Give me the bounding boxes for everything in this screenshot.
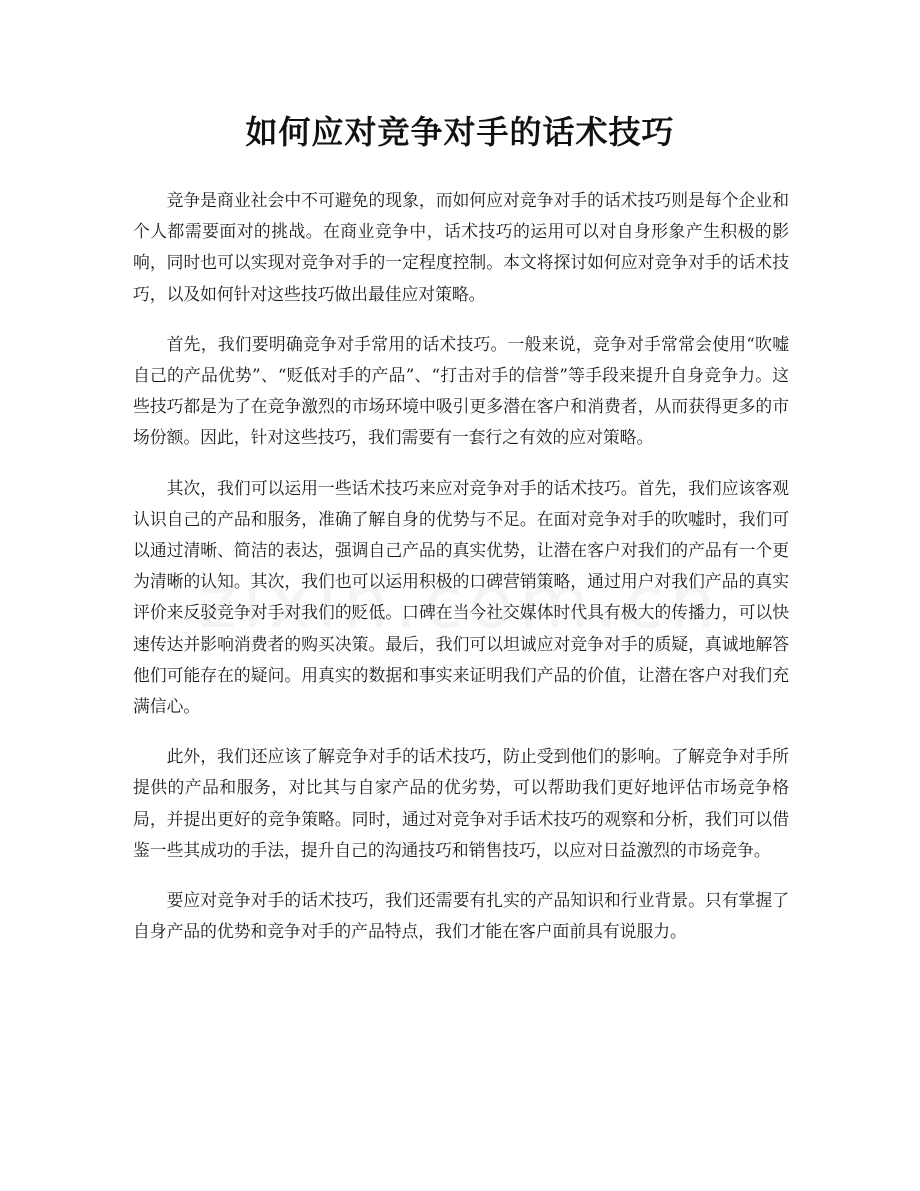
- paragraph-2: 首先，我们要明确竞争对手常用的话术技巧。一般来说，竞争对手常常会使用“吹嘘自己的产品优势”、“贬低对手的产品”、“打击对手的信誉”等手段来提升自身竞争力。这些技巧都是为了在竞争激烈的市场环境中吸引更多潜在客户和消费者，从而获得更多的市场份额。因此，针对这些技巧，我们需要有一套行之有效的应对策略。: [133, 333, 789, 448]
- document-title: 如何应对竞争对手的话术技巧: [245, 113, 675, 151]
- paragraph-5: 要应对竞争对手的话术技巧，我们还需要有扎实的产品知识和行业背景。只有掌握了自身产品的优势和竞争对手的产品特点，我们才能在客户面前具有说服力。: [133, 890, 789, 942]
- paragraph-4: 此外，我们还应该了解竞争对手的话术技巧，防止受到他们的影响。了解竞争对手所提供的产品和服务，对比其与自家产品的优劣势，可以帮助我们更好地评估市场竞争格局，并提出更好的竞争策略。同时，通过对竞争对手话术技巧的观察和分析，我们可以借鉴一些其成功的手法，提升自己的沟通技巧和销售技巧，以应对日益激烈的市场竞争。: [133, 746, 789, 860]
- paragraph-1: 竞争是商业社会中不可避免的现象，而如何应对竞争对手的话术技巧则是每个企业和个人都需要面对的挑战。在商业竞争中，话术技巧的运用可以对自身形象产生积极的影响，同时也可以实现对竞争对手的一定程度控制。本文将探讨如何应对竞争对手的话术技巧，以及如何针对这些技巧做出最佳应对策略。: [133, 190, 789, 304]
- paragraph-3: 其次，我们可以运用一些话术技巧来应对竞争对手的话术技巧。首先，我们应该客观认识自己的产品和服务，准确了解自身的优势与不足。在面对竞争对手的吹嘘时，我们可以通过清晰、简洁的表达，强调自己产品的真实优势，让潜在客户对我们的产品有一个更为清晰的认知。其次，我们也可以运用积极的口碑营销策略，通过用户对我们产品的真实评价来反驳竞争对手对我们的贬低。口碑在当今社交媒体时代具有极大的传播力，可以快速传达并影响消费者的购买决策。最后，我们可以坦诚应对竞争对手的质疑，真诚地解答他们可能存在的疑问。用真实的数据和事实来证明我们产品的价值，让潜在客户对我们充满信心。: [133, 477, 789, 717]
- document-body: [133, 185, 789, 966]
